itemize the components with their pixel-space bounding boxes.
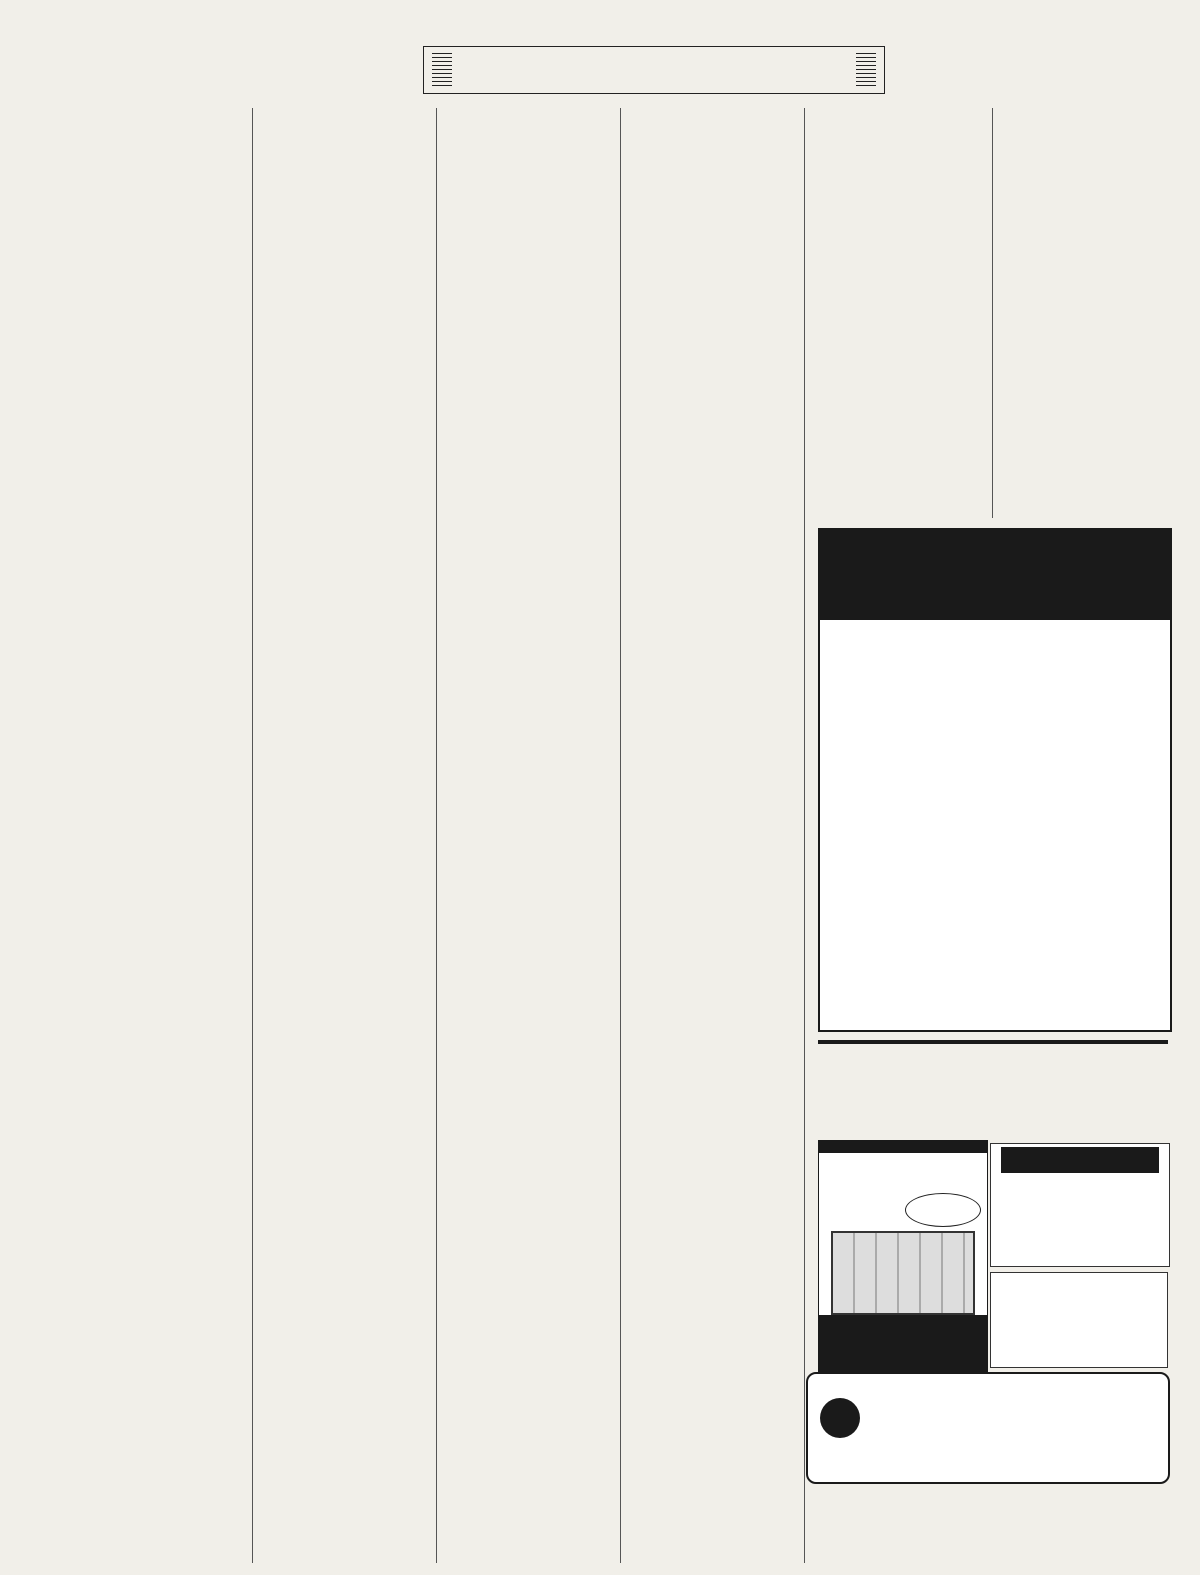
column-divider [992,108,993,518]
column-3 [446,108,610,1563]
armarios-tagline [819,1315,987,1317]
column-1 [78,108,242,1563]
masthead [78,38,1168,96]
agencia-asturias-ad [818,1038,1168,1128]
exclusivas-ad [818,528,1172,1032]
column-divider [620,108,621,1563]
solicitamos-ad [990,1143,1170,1267]
section-title-box [423,46,885,94]
armarios-speech-bubble [905,1193,981,1227]
wardrobe-illustration [831,1231,975,1315]
exclusivas-pattern [820,530,1170,620]
column-divider [252,108,253,1563]
decorative-lines-right [856,53,876,87]
solicitamos-contact-box [1001,1147,1159,1173]
planta-badge [820,1398,860,1438]
alquila-oficinas-ad [990,1272,1168,1368]
decorative-lines-left [432,53,452,87]
armarios-heading [819,1141,987,1153]
column-2 [262,108,426,1563]
parque-pericones-ad [806,1372,1170,1484]
armarios-footer [819,1315,987,1371]
column-divider [436,108,437,1563]
armarios-ad [818,1140,988,1372]
column-6 [1000,108,1168,518]
column-4 [630,108,794,1563]
agencia-address-bar [818,1040,1168,1044]
column-divider [804,108,805,1563]
column-5 [814,108,986,518]
